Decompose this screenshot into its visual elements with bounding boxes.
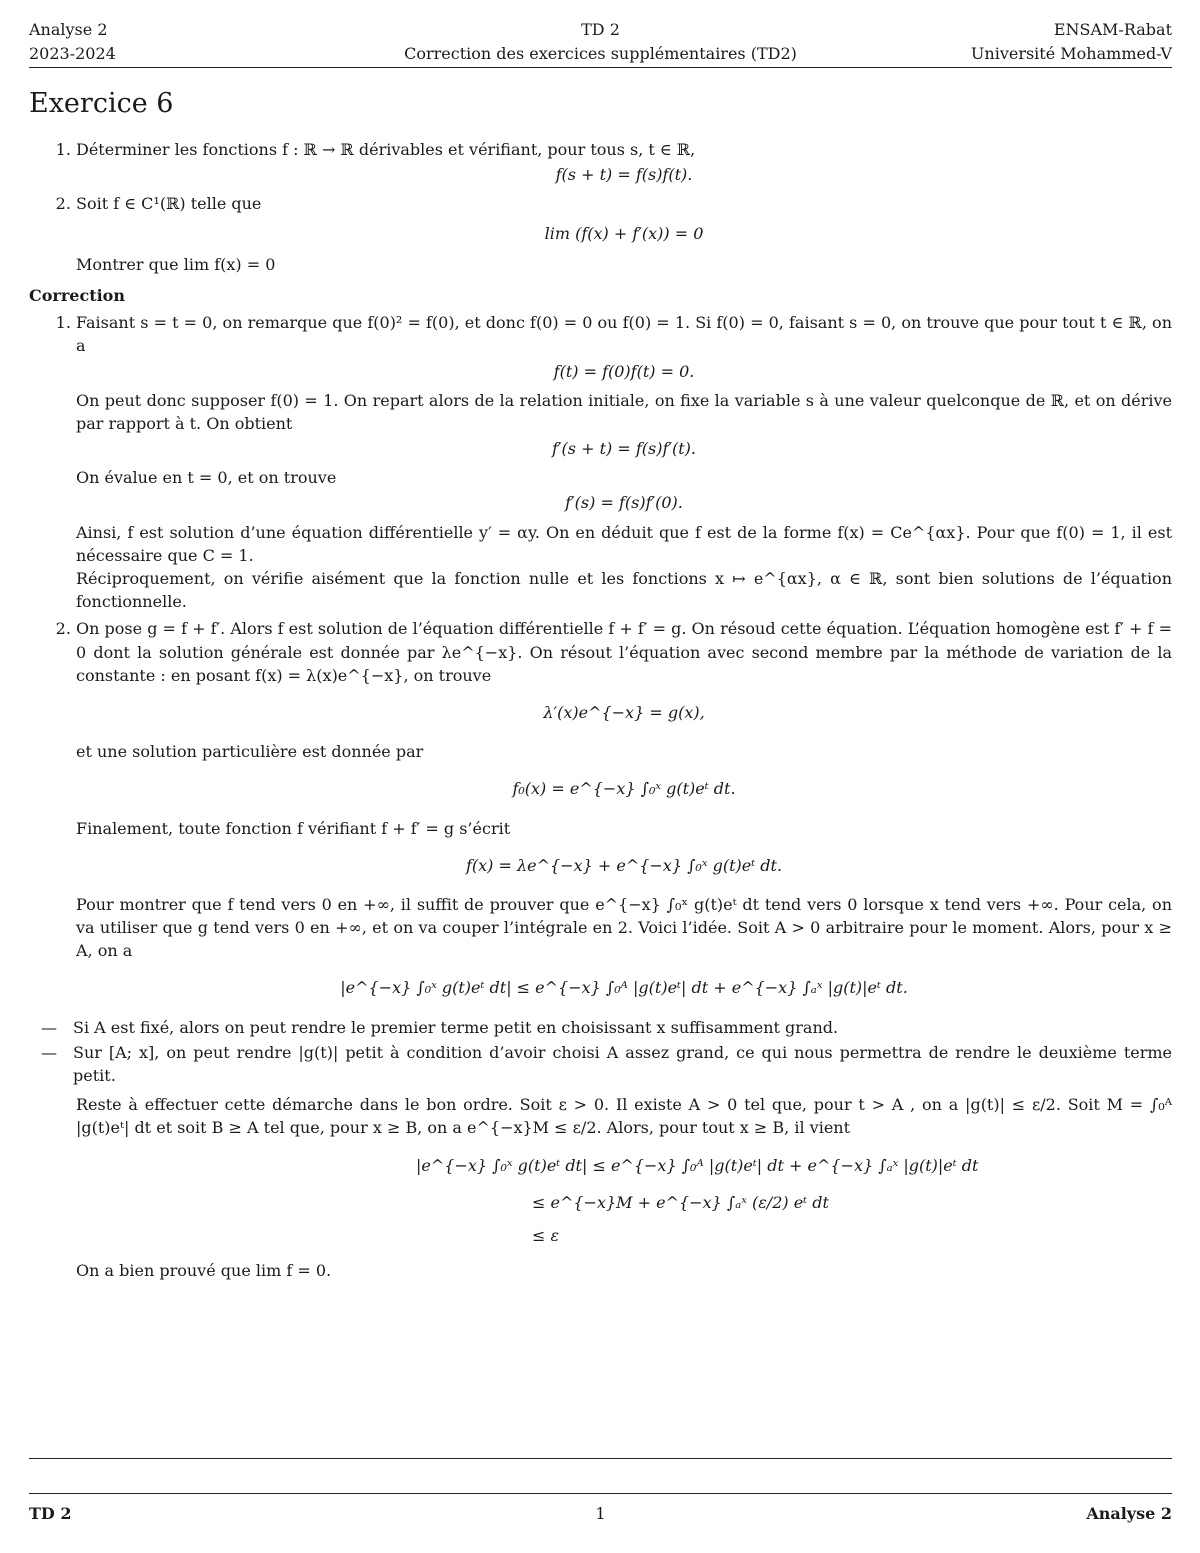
course-name: Analyse 2	[29, 20, 108, 39]
page-number: 1	[595, 1504, 606, 1523]
question-2-text: 2. Soit f ∈ C¹(ℝ) telle que	[76, 194, 262, 214]
inequality-line-2: ≤ e^{−x}M + e^{−x} ∫ₐˣ (ε/2) eᵗ dt	[532, 1192, 829, 1212]
c1-equation-1: f(t) = f(0)f(t) = 0.	[553, 361, 695, 381]
c2-equation-1: λ′(x)e^{−x} = g(x),	[543, 702, 705, 722]
c1-paragraph-4: Ainsi, f est solution d’une équation différentielle y′ = αy. On en déduit que f est de la forme f(x) = Ce^{αx}. Pour que f(0) = 1, il est nécessaire que C = 1.	[76, 522, 1172, 565]
bullet-item: — Si A est fixé, alors on peut rendre le premier terme petit en choisissant x suffisamment grand.	[29, 1016, 1172, 1039]
school-name: ENSAM-Rabat	[1053, 20, 1172, 39]
c1-paragraph-2: On peut donc supposer f(0) = 1. On repart alors de la relation initiale, on fixe la variable s à une valeur quelconque de ℝ, et on dérive par rapport à t. On obtient	[76, 390, 1172, 433]
exercise-statement	[29, 138, 1172, 276]
footer-rule	[29, 1458, 1172, 1459]
question-2	[76, 192, 1172, 276]
inequality-line-3: ≤ ε	[532, 1225, 560, 1245]
td-number: TD 2	[581, 20, 620, 39]
idea-bullets	[29, 1016, 1172, 1088]
conclusion: On a bien prouvé que lim f = 0.	[76, 1261, 332, 1281]
c2-inequality-1: |e^{−x} ∫₀ˣ g(t)eᵗ dt| ≤ e^{−x} ∫₀ᴬ |g(t)eᵗ| dt + e^{−x} ∫ₐˣ |g(t)|eᵗ dt.	[340, 978, 908, 998]
c2-paragraph-2: et une solution particulière est donnée par	[76, 742, 424, 762]
document-subtitle: Correction des exercices supplémentaires (TD2)	[404, 44, 797, 63]
university-name: Université Mohammed-V	[970, 44, 1172, 63]
page-header	[29, 16, 1172, 68]
footer-right: Analyse 2	[1086, 1504, 1172, 1523]
document-body	[29, 138, 1172, 1282]
academic-year: 2023-2024	[29, 44, 116, 63]
question-1	[76, 138, 1172, 186]
exercise-title: Exercice 6	[29, 88, 174, 119]
c2-paragraph-4: Pour montrer que f tend vers 0 en +∞, il suffit de prouver que e^{−x} ∫₀ˣ g(t)eᵗ dt tend vers 0 lorsque x tend vers +∞. Pour cela, on va utiliser que g tend vers 0 en +∞, et on va couper l’intégrale en 2. Voici l’idée. Soit A > 0 arbitraire pour le moment. Alors, pour x ≥ A, on a	[76, 894, 1172, 961]
c2-paragraph-5: Reste à effectuer cette démarche dans le bon ordre. Soit ε > 0. Il existe A > 0 tel que, pour t > A , on a |g(t)| ≤ ε/2. Soit M = ∫₀ᴬ |g(t)eᵗ| dt et soit B ≥ A tel que, pour x ≥ B, on a e^{−x}M ≤ ε/2. Alors, pour tout x ≥ B, il vient	[76, 1095, 1172, 1138]
c1-paragraph-1: 1. Faisant s = t = 0, on remarque que f(0)² = f(0), et donc f(0) = 0 ou f(0) = 1. Si f(0) = 0, faisant s = 0, on trouve que pour tout t ∈ ℝ, on a	[76, 313, 1172, 356]
c1-equation-3: f′(s) = f(s)f′(0).	[565, 493, 683, 513]
c2-equation-3: f(x) = λe^{−x} + e^{−x} ∫₀ˣ g(t)eᵗ dt.	[465, 855, 783, 875]
correction-2	[76, 617, 1172, 999]
c2-paragraph-1: 2. On pose g = f + f′. Alors f est solution de l’équation différentielle f + f′ = g. On résoud cette équation. L’équation homogène est f′ + f = 0 dont la solution générale est donnée par λe^{−x}. On résout l’équation avec second membre par la méthode de variation de la constante : en posant f(x) = λ(x)e^{−x}, on trouve	[76, 619, 1172, 685]
document-page	[29, 0, 1172, 1553]
correction-heading: Correction	[29, 285, 125, 305]
bullet-item: — Sur [A; x], on peut rendre |g(t)| petit à condition d’avoir choisi A assez grand, ce qui nous permettra de rendre le deuxième terme petit.	[29, 1041, 1172, 1087]
c1-equation-2: f′(s + t) = f(s)f′(t).	[551, 439, 696, 459]
inequality-line-1: |e^{−x} ∫₀ˣ g(t)eᵗ dt| ≤ e^{−x} ∫₀ᴬ |g(t)eᵗ| dt + e^{−x} ∫ₐˣ |g(t)|eᵗ dt	[416, 1155, 979, 1175]
page-footer	[29, 1493, 1172, 1533]
question-1-text: 1. Déterminer les fonctions f : ℝ → ℝ dérivables et vérifiant, pour tous s, t ∈ ℝ,	[76, 140, 696, 159]
c1-paragraph-3: On évalue en t = 0, et on trouve	[76, 468, 337, 488]
c2-paragraph-3: Finalement, toute fonction f vérifiant f + f′ = g s’écrit	[76, 818, 511, 838]
question-1-equation: f(s + t) = f(s)f(t).	[555, 165, 693, 185]
correction-list	[29, 311, 1172, 1000]
c2-equation-2: f₀(x) = e^{−x} ∫₀ˣ g(t)eᵗ dt.	[512, 779, 736, 799]
header-right	[971, 18, 1172, 66]
correction-1	[76, 311, 1172, 613]
correction-2-continued	[29, 1093, 1172, 1282]
footer-left: TD 2	[29, 1504, 72, 1523]
c1-paragraph-5: Réciproquement, on vérifie aisément que la fonction nulle et les fonctions x ↦ e^{αx}, α ∈ ℝ, sont bien solutions de l’équation fonctionnelle.	[76, 569, 1172, 612]
question-2-equation: lim (f(x) + f′(x)) = 0	[544, 223, 704, 243]
question-2-goal: Montrer que lim f(x) = 0	[76, 254, 276, 274]
inequality-chain	[76, 1154, 1172, 1248]
